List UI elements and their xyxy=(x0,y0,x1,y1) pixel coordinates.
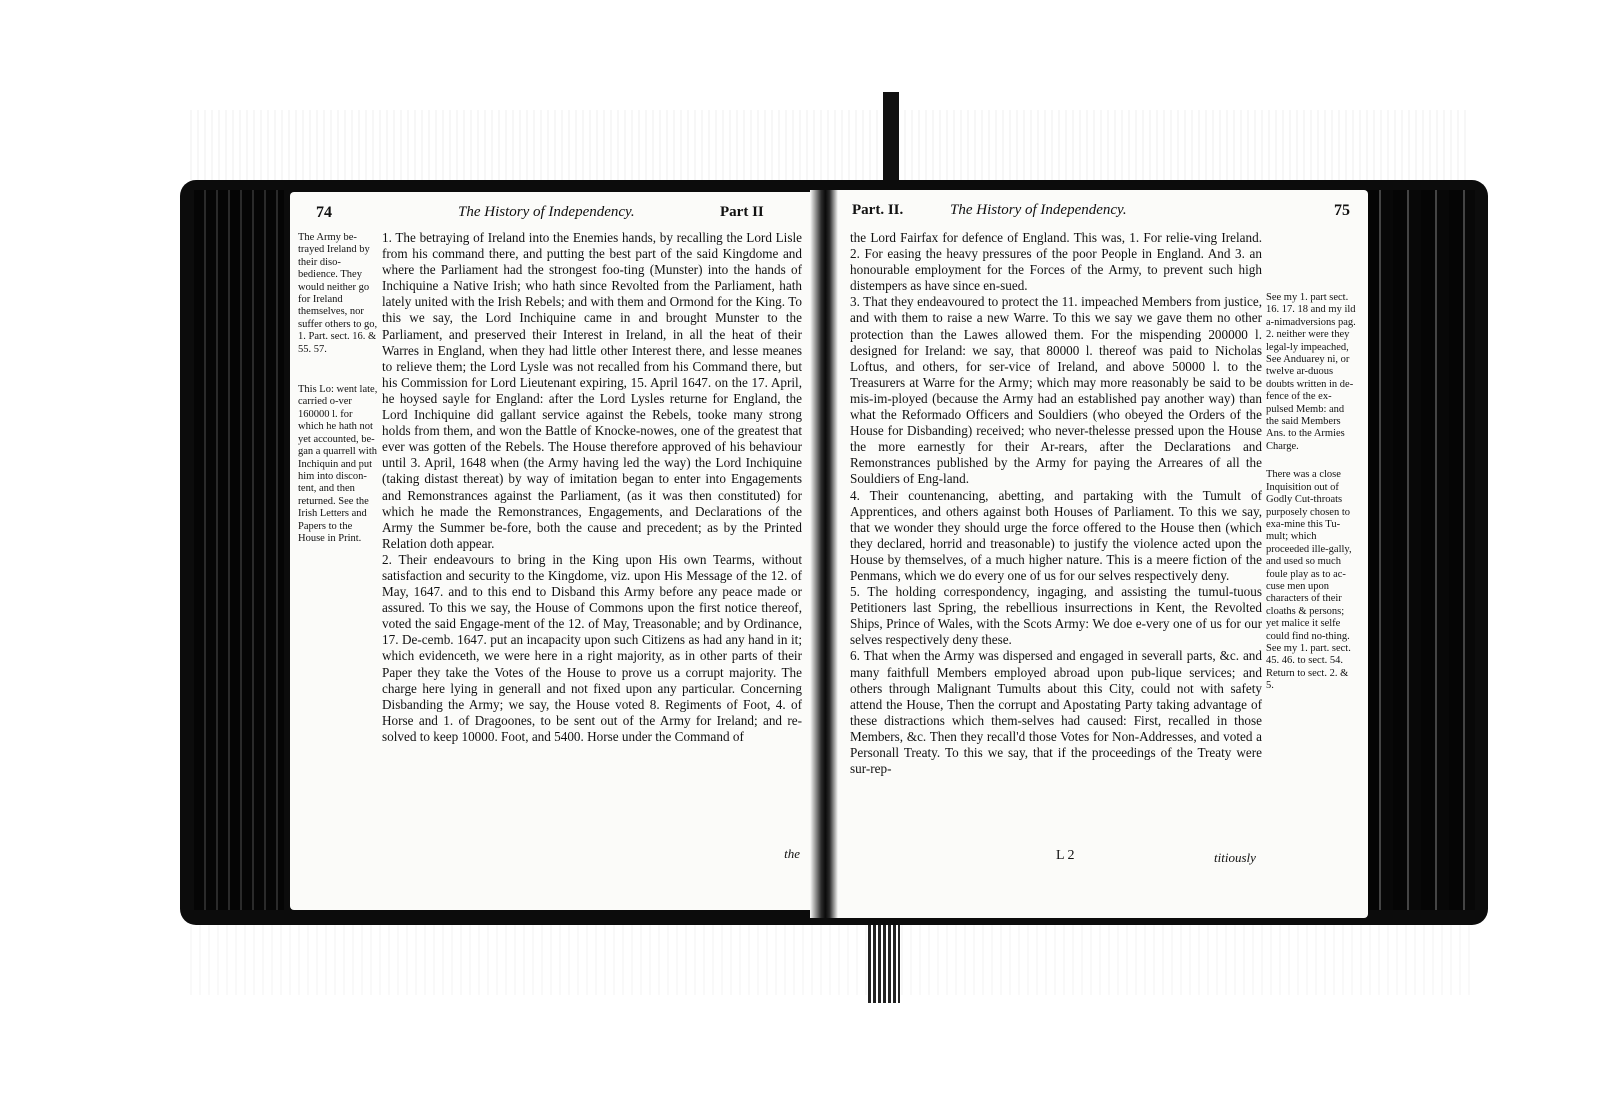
paragraph: the Lord Fairfax for defence of England. This was, 1. For relie-ving Ireland. 2. For easing the heavy pressures of the poor People in England. And 3. an honourable employment for the Forces of the Army, to prevent such high distempers as have since en-sued. xyxy=(850,230,1262,294)
right-margin-notes xyxy=(1266,292,1356,707)
right-part-label: Part. II. xyxy=(852,202,904,218)
paragraph: 3. That they endeavoured to protect the 11. impeached Members from justice, and with them to raise a new Warre. To this we say we gave them no other protection than the Lawes allowed them. For the mispending 200000 l. designed for Ireland: we say, that 80000 l. thereof was paid to Nicholas Loftus, and others, for ser-vice of Ireland, and above 50000 l. to the Treasurers at Warre for the Army; which may more reasonably be said to be mis-im-ployed (because the Army had an established pay another way) than what the Reformado Officers and Souldiers (who obeyed the Orders of the House for Disbanding) received; who never-thelesse pressed upon the House the more earnestly for their Ar-rears, after the Declarations and Remonstrances published by the Army for paying the Arreares of all the Souldiers of Eng-land. xyxy=(850,294,1262,487)
margin-note: There was a close Inquisition out of Godly Cut-throats purposely chosen to exa-mine this Tu-mult; which proceeded ille-gally, and used so much foule play as to ac-cuse men upon characters of their cloaths & persons; yet malice it selfe could find no-thing. See my 1. part. sect. 45. 46. to sect. 54. Return to sect. 2. & 5. xyxy=(1266,469,1352,692)
left-margin-notes xyxy=(298,232,378,559)
book-gutter xyxy=(810,190,838,918)
right-page xyxy=(838,190,1368,918)
page-edges-left xyxy=(194,190,284,910)
left-catchword: the xyxy=(784,846,800,861)
paragraph: 6. That when the Army was dispersed and engaged in severall parts, &c. and many faithfull Members employed abroad upon pub-lique services; and others through Malignant Tumults about this City, could not with safety attend the House, Then the corrupt and Apostating Party taking advantage of these distractions which them-selves had caused: First, recalled in those Members, &c. Then they recall'd those Votes for Non-Addresses, and voted a Personall Treaty. To this we say, that if the proceedings of the Treaty were sur-rep- xyxy=(850,648,1262,777)
paragraph: 4. Their countenancing, abetting, and partaking with the Tumult of Apprentices, and others against both Houses of Parliament. To this we say, that we wonder they should urge the force offered to the House then (which they declared, horrid and treasonable) to justify the violence acted upon the House by themselves, of a much higher nature. This is a meere fiction of the Penmans, which we do every one of us for our selves respectively deny. xyxy=(850,487,1262,583)
paragraph: 1. The betraying of Ireland into the Enemies hands, by recalling the Lord Lisle from his command there, and putting the best part of the said Kingdome and where the Parliament had the strongest foo-ting (Munster) into the hands of Inchiquine a Native Irish; who hath since Revolted from the Parliament, hath lately united with the Irish Rebels; and with them and Ormond for the King. To this we say, the Lord Inchiquine came in and brought Munster to the Parliament, and preserved their Interest in Ireland, in all the heat of their Warres in England, when they had little other Interest there, and lesse meanes to relieve them; the Lord Lysle was not recalled from his Command there, but his Commission for Lord Lieutenant expiring, 15. April 1647. on the 17. April, he hoysed sayle for England: after the Lord Lysles returne for England, the Lord Inchiquine did gallant service against the Rebels, tooke many strong holds from them, and won the Battle of Knocke-nowes, one of the greatest that ever was gotten of the Rebels. The House therefore approved of his behaviour until 3. April, 1648 when (the Army having led the way) the Lord Inchiquine (taking distast thereat) by way of imitation began to enter into Engagements and Remonstrances against the Parliament, (as it was then constituted) for which he made the Remonstrances, Engagements, and Declarations of the Army the Summer be-fore, both the cause and precedent; as by the Printed Relation doth appear. xyxy=(382,230,802,551)
right-body-text xyxy=(850,230,1262,777)
left-part-label: Part II xyxy=(720,204,764,220)
signature-mark: L 2 xyxy=(1056,848,1075,863)
paragraph: 5. The holding correspondency, ingaging, and assisting the tumul-tuous Petitioners last Spring, the rebellious insurrections in Kent, the Revolted Ships, Prince of Wales, with the Scots Army: We doe e-very one of us for our selves respectively deny these. xyxy=(850,584,1262,648)
left-page-folio: 74 xyxy=(316,204,332,221)
right-page-header xyxy=(838,202,1368,226)
right-catchword: titiously xyxy=(1214,850,1256,865)
left-running-title: The History of Independency. xyxy=(458,204,635,220)
margin-note: This Lo: went late, carried o-ver 160000 l. for which he hath not yet accounted, be-gan a quarrell with Inchiquin and put him into discon-tent, and then returned. See the Irish Letters and Papers to the House in Print. xyxy=(298,384,378,544)
right-running-title: The History of Independency. xyxy=(950,202,1127,218)
scan-noise-bottom xyxy=(190,915,1470,995)
margin-note: See my 1. part sect. 16. 17. 18 and my ild a-nimadversions pag. 2. neither were they legal-ly impeached, See Anduarey ni, or twelve ar-duous doubts written in de-fence of the ex-pulsed Memb: and the said Members Ans. to the Armies Charge. xyxy=(1266,292,1356,452)
margin-note: The Army be-trayed Ireland by their diso-bedience. They would neither go for Ireland themselves, nor suffer others to go, 1. Part. sect. 16. & 55. 57. xyxy=(298,232,378,355)
left-page-header xyxy=(290,204,810,228)
right-page-folio: 75 xyxy=(1334,202,1350,219)
paragraph: 2. Their endeavours to bring in the King upon His own Tearms, without satisfaction and security to the Kingdome, viz. upon His Message of the 12. of May, 1647. and to this end to Disband this Army before any peace made or assured. To this we say, the House of Commons upon the first notice thereof, voted the said Engage-ment of the 12. of May, Treasonable; and by Ordinance, 17. De-cemb. 1647. put an incapacity upon such Citizens as had any hand in it; which evidenceth, we were here in a right majority, as in other parts of their Paper they take the Votes of the House to prove us a corrupt majority. The charge here lying in generall and not fixed upon any particular. Concerning Disbanding the Army; we say, the House voted 8. Regiments of Foot, 4. of Horse and 1. of Dragoones, to be sent out of the Army for Ireland; and re-solved to keep 10000. Foot, and 5400. Horse under the Command of xyxy=(382,551,802,744)
left-body-text xyxy=(382,230,802,745)
page-edges-right xyxy=(1365,190,1475,910)
left-page xyxy=(290,192,810,910)
